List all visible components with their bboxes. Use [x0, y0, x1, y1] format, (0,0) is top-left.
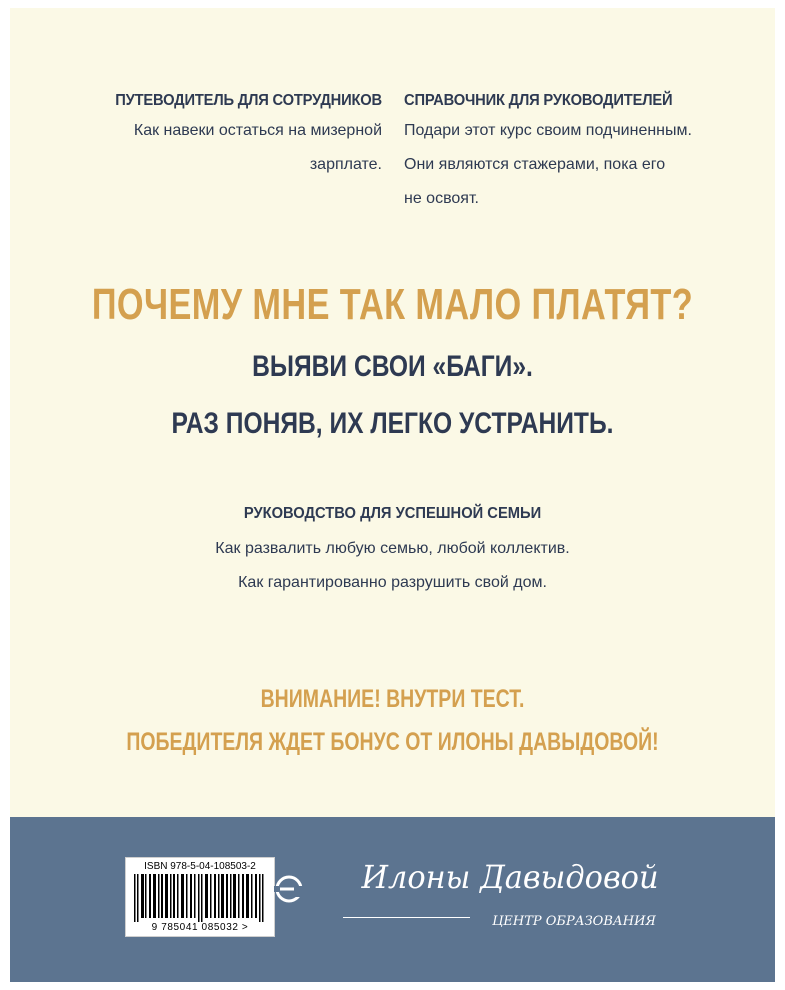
managers-handbook-line: Они являются стажерами, пока его	[404, 156, 666, 173]
attention-line-2: ПОБЕДИТЕЛЯ ЖДЕТ БОНУС ОТ ИЛОНЫ ДАВЫДОВОЙ!	[126, 728, 659, 756]
managers-handbook-line: не освоят.	[404, 190, 479, 207]
family-guide-line: Как гарантированно разрушить свой дом.	[238, 574, 547, 591]
managers-handbook-section	[404, 88, 744, 216]
barcode-bars	[132, 874, 268, 922]
employees-guide-line: Как навеки остаться на мизерной	[133, 122, 382, 139]
main-title: ПОЧЕМУ МНЕ ТАК МАЛО ПЛАТЯТ?	[91, 280, 694, 329]
brand-name: Илоны Давыдовой	[361, 858, 659, 896]
barcode-digits: 9 785041 085032 >	[151, 922, 249, 933]
family-guide-heading: РУКОВОДСТВО ДЛЯ УСПЕШНОЙ СЕМЬИ	[243, 505, 542, 522]
brand-subtitle: ЦЕНТР ОБРАЗОВАНИЯ	[470, 914, 678, 929]
main-subtitle-1: ВЫЯВИ СВОИ «БАГИ».	[252, 350, 533, 383]
managers-handbook-heading: СПРАВОЧНИК ДЛЯ РУКОВОДИТЕЛЕЙ	[404, 92, 673, 109]
employees-guide-heading: ПУТЕВОДИТЕЛЬ ДЛЯ СОТРУДНИКОВ	[115, 92, 382, 109]
managers-handbook-line: Подари этот курс своим подчиненным.	[404, 122, 692, 139]
family-guide-line: Как развалить любую семью, любой коллектив.	[215, 540, 570, 557]
employees-guide-section	[60, 88, 382, 182]
eksmo-e-logo-icon	[274, 873, 304, 905]
employees-guide-line: зарплате.	[309, 156, 382, 173]
main-subtitle-2: РАЗ ПОНЯВ, ИХ ЛЕГКО УСТРАНИТЬ.	[171, 407, 614, 440]
family-guide-text	[0, 532, 785, 600]
attention-line-1: ВНИМАНИЕ! ВНУТРИ ТЕСТ.	[260, 685, 525, 713]
isbn-number: ISBN 978-5-04-108503-2	[144, 861, 256, 872]
isbn-barcode	[125, 857, 275, 937]
